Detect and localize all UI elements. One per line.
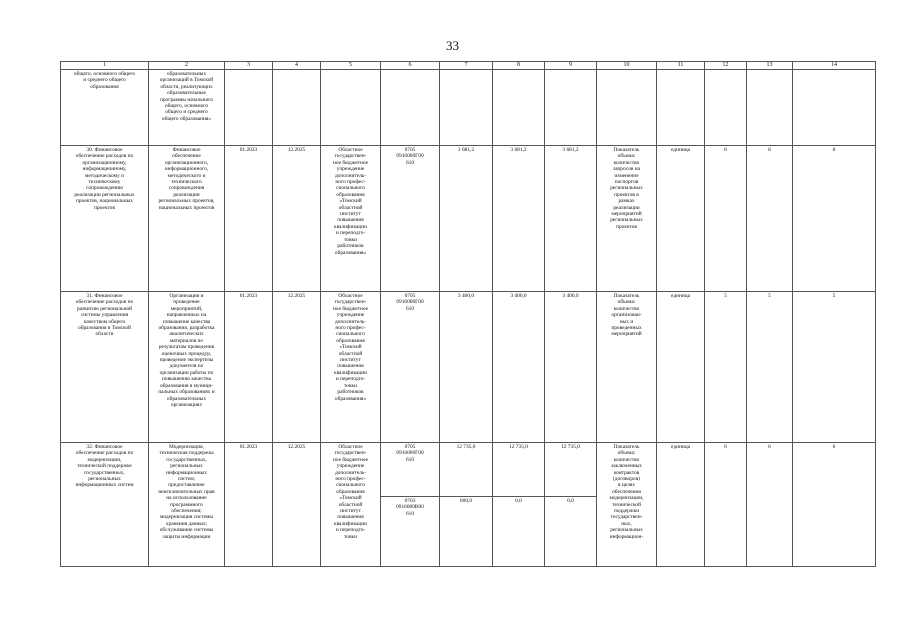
start-date-cell: 01.2023 <box>225 292 273 443</box>
activity-name-cell: 32. Финансовое обеспечение расходов по модернизации, технической поддержке государственных, региональных информационных систем <box>61 443 149 567</box>
activity-description-cell: образовательных организаций в Томской области, реализующих образовательные программы начального общего, основного общего и среднего общего образования» <box>149 70 225 146</box>
column-number: 4 <box>273 62 321 70</box>
amount-cell: 0,0 <box>545 497 597 567</box>
table-row <box>61 443 876 497</box>
column-number: 1 <box>61 62 149 70</box>
amount-cell: 12 735,0 <box>493 443 545 497</box>
column-number: 11 <box>657 62 705 70</box>
amount-cell: 3 681,2 <box>440 146 493 292</box>
column-number: 10 <box>597 62 657 70</box>
budget-code-cell: 0705 0916000Г00 610 <box>381 443 440 497</box>
amount-cell: 3 400,0 <box>493 292 545 443</box>
column-number: 2 <box>149 62 225 70</box>
value-cell: 8 <box>705 146 747 292</box>
column-number: 9 <box>545 62 597 70</box>
end-date-cell: 12.2025 <box>273 292 321 443</box>
amount-cell: 0,0 <box>493 497 545 567</box>
table-row <box>61 146 876 292</box>
executor-cell: Областное государствен- ное бюджетное учреждение дополнитель- ного профес- сионального образования «Томский областной институт повышения квалификации и переподго- товки работников образования» <box>321 292 381 443</box>
budget-code-cell: 0705 0916000Г00 610 <box>381 146 440 292</box>
value-cell: 5 <box>747 292 793 443</box>
amount-cell: 3 681,2 <box>493 146 545 292</box>
column-number: 13 <box>747 62 793 70</box>
value-cell: 8 <box>793 146 876 292</box>
column-number: 5 <box>321 62 381 70</box>
activity-description-cell: Финансовое обеспечение организационного, информационного, методического и технического сопровождения реализации региональных проектов, национальных проектов <box>149 146 225 292</box>
value-cell: 5 <box>705 292 747 443</box>
budget-table <box>60 61 876 567</box>
executor-cell: Областное государствен- ное бюджетное учреждение дополнитель- ного профес- сионального образования «Томский областной институт повышения квалификации и переподго- товки <box>321 443 381 567</box>
column-number: 7 <box>440 62 493 70</box>
value-cell: 5 <box>793 292 876 443</box>
value-cell: 6 <box>747 443 793 567</box>
column-number-row <box>61 62 876 70</box>
table-row <box>61 70 876 146</box>
value-cell: 6 <box>705 443 747 567</box>
column-number: 14 <box>793 62 876 70</box>
budget-code-cell: 0703 0916000В00 610 <box>381 497 440 567</box>
end-date-cell: 12.2025 <box>273 443 321 567</box>
amount-cell: 12 735,0 <box>545 443 597 497</box>
unit-cell: единица <box>657 292 705 443</box>
unit-cell: единица <box>657 443 705 567</box>
start-date-cell: 01.2023 <box>225 443 273 567</box>
column-number: 6 <box>381 62 440 70</box>
activity-name-cell: 31. Финансовое обеспечение расходов по развитию региональной системы управления качеством общего образования в Томской области <box>61 292 149 443</box>
page-number: 33 <box>446 38 459 53</box>
unit-cell: единица <box>657 146 705 292</box>
amount-cell: 12 735,0 <box>440 443 493 497</box>
value-cell: 8 <box>747 146 793 292</box>
executor-cell: Областное государствен- ное бюджетное учреждение дополнитель- ного профес- сионального образования «Томский областной институт повышения квалификации и переподго- товки работников образования» <box>321 146 381 292</box>
amount-cell: 600,0 <box>440 497 493 567</box>
activity-name-cell: 30. Финансовое обеспечение расходов по организационному, информационному, методическому и техническому сопровождению реализации региональных проектов, национальных проектов <box>61 146 149 292</box>
table-row <box>61 292 876 443</box>
indicator-cell: Показатель объема: количество запросов на изменение паспортов региональных проектов в рамках реализации мероприятий региональных проектов <box>597 146 657 292</box>
amount-cell: 3 400,0 <box>545 292 597 443</box>
amount-cell: 3 400,0 <box>440 292 493 443</box>
indicator-cell: Показатель объема: количество заключенных контрактов (договоров) в целях обеспечения модернизации, технической поддержки государствен- ных, региональных информацион- <box>597 443 657 567</box>
amount-cell: 3 681,2 <box>545 146 597 292</box>
column-number: 8 <box>493 62 545 70</box>
value-cell: 6 <box>793 443 876 567</box>
budget-code-cell: 0705 0916000Г00 610 <box>381 292 440 443</box>
activity-name-cell: общего, основного общего и среднего общего образования <box>61 70 149 146</box>
activity-description-cell: Модернизация, техническая поддержка государственных, региональных информационных систем; предоставление неисключительных прав на использование программного обеспечения; модернизация системы хранения данных; обслуживание системы защиты информации <box>149 443 225 567</box>
end-date-cell: 12.2025 <box>273 146 321 292</box>
column-number: 12 <box>705 62 747 70</box>
start-date-cell: 01.2023 <box>225 146 273 292</box>
activity-description-cell: Организация и проведение мероприятий, направленных на повышение качества образования, разработка аналитических материалов по результатам проведения оценочных процедур, проведение экспертизы документов по организации работы по повышению качества образования в муници- пальных образованиях и образовательных организациях <box>149 292 225 443</box>
column-number: 3 <box>225 62 273 70</box>
indicator-cell: Показатель объема: количество организован- ных и проведенных мероприятий <box>597 292 657 443</box>
